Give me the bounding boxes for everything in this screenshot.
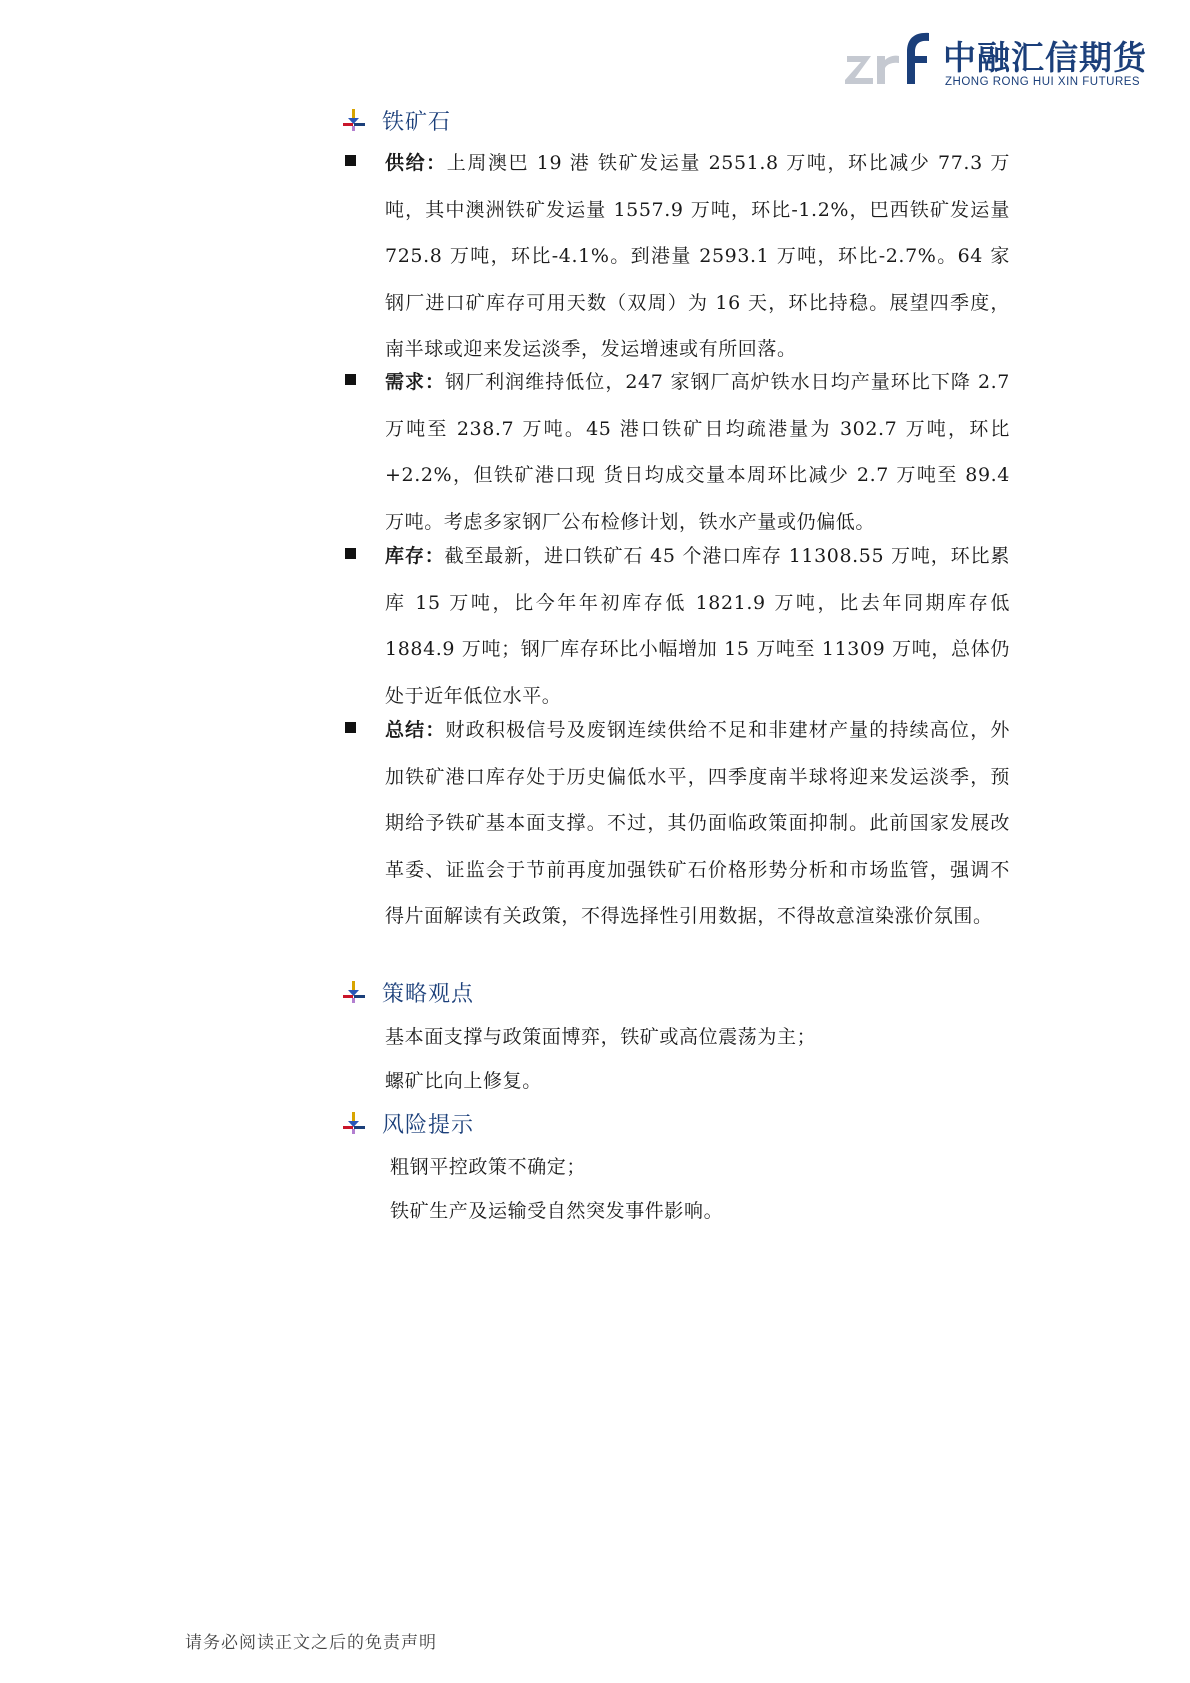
company-logo (845, 26, 1147, 96)
square-bullet-icon (345, 548, 356, 559)
bullet-demand (340, 359, 1010, 545)
bullet-summary (340, 707, 1010, 940)
square-bullet-icon (345, 155, 356, 166)
footer-disclaimer: 请务必阅读正文之后的免责声明 (185, 1633, 437, 1653)
arrow-cross-bullet-icon (342, 1111, 366, 1135)
strategy-line: 基本面支撑与政策面博弈，铁矿或高位震荡为主； (385, 1026, 817, 1048)
risk-line: 铁矿生产及运输受自然突发事件影响。 (390, 1200, 724, 1222)
section-title: 风险提示 (382, 1112, 475, 1138)
bullet-body: 上周澳巴 19 港 铁矿发运量 2551.8 万吨，环比减少 77.3 万吨，其中澳洲铁矿发运量 1557.9 万吨，环比-1.2%，巴西铁矿发运量 725.8 万吨，环比-4.1%。到港量 2593.1 万吨，环比-2.7%。64 家钢厂进口矿库存可用天数（双周）为 16 天，环比持稳。展望四季度，南半球或迎来发运淡季，发运增速或有所回落。 (385, 152, 1010, 360)
section-title: 策略观点 (382, 981, 475, 1007)
section-title: 铁矿石 (382, 109, 452, 135)
bullet-paragraph (385, 707, 1010, 940)
risk-line: 粗钢平控政策不确定； (390, 1156, 587, 1178)
bullet-label: 库存： (385, 545, 445, 567)
section-heading-iron-ore (340, 102, 451, 138)
square-bullet-icon (345, 374, 356, 385)
bullet-paragraph (385, 359, 1010, 545)
bullet-paragraph (385, 533, 1010, 719)
bullet-label: 总结： (385, 719, 446, 741)
arrow-cross-bullet-icon (342, 108, 366, 132)
section-heading-risk (340, 1105, 474, 1141)
bullet-label: 需求： (385, 371, 446, 393)
logo-english-name: ZHONG RONG HUI XIN FUTURES (945, 76, 1141, 88)
zrf-logo-mark-icon (845, 30, 937, 92)
bullet-body: 截至最新，进口铁矿石 45 个港口库存 11308.55 万吨，环比累库 15 万吨，比今年年初库存低 1821.9 万吨，比去年同期库存低 1884.9 万吨；钢厂库存环比小幅增加 15 万吨至 11309 万吨，总体仍处于近年低位水平。 (385, 545, 1010, 707)
bullet-supply (340, 140, 1010, 373)
logo-chinese-name: 中融汇信期货 (943, 38, 1147, 77)
bullet-body: 钢厂利润维持低位，247 家钢厂高炉铁水日均产量环比下降 2.7 万吨至 238.7 万吨。45 港口铁矿日均疏港量为 302.7 万吨，环比+2.2%，但铁矿港口现 货日均成交量本周环比减少 2.7 万吨至 89.4 万吨。考虑多家钢厂公布检修计划，铁水产量或仍偏低。 (385, 371, 1010, 533)
square-bullet-icon (345, 722, 356, 733)
bullet-inventory (340, 533, 1010, 719)
bullet-paragraph (385, 140, 1010, 373)
arrow-cross-bullet-icon (342, 980, 366, 1004)
bullet-label: 供给： (385, 152, 447, 174)
strategy-line: 螺矿比向上修复。 (385, 1070, 542, 1092)
section-heading-strategy (340, 974, 474, 1010)
bullet-body: 财政积极信号及废钢连续供给不足和非建材产量的持续高位，外加铁矿港口库存处于历史偏低水平，四季度南半球将迎来发运淡季，预期给予铁矿基本面支撑。不过，其仍面临政策面抑制。此前国家发展改革委、证监会于节前再度加强铁矿石价格形势分析和市场监管，强调不得片面解读有关政策，不得选择性引用数据，不得故意渲染涨价氛围。 (385, 719, 1010, 927)
